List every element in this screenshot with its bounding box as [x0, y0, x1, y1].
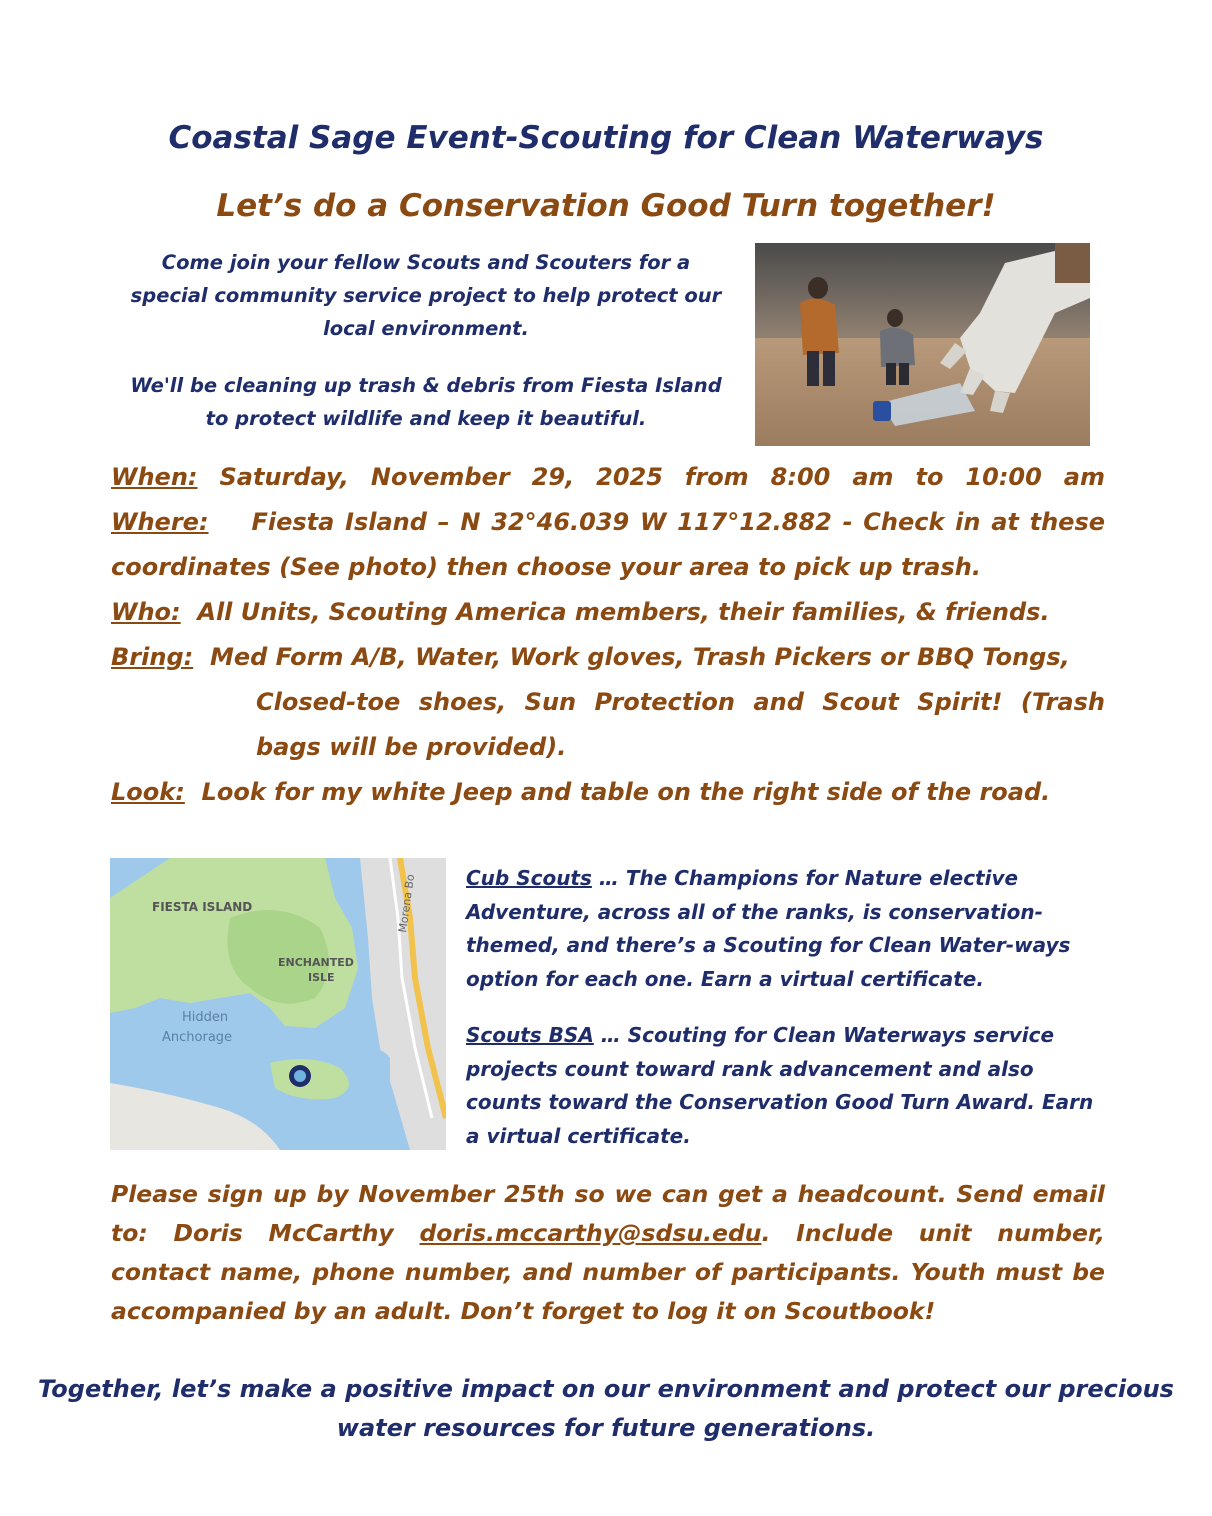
when-text: Saturday, November 29, 2025 from 8:00 am to 10:00 am: [219, 463, 1106, 491]
when-label: When:: [111, 463, 198, 491]
when-line: [111, 455, 1105, 500]
scouts-bsa-label: Scouts BSA: [466, 1023, 594, 1047]
map-label-fiesta-island: FIESTA ISLAND: [152, 900, 253, 914]
beach-cleanup-photo: [755, 243, 1090, 446]
email-link[interactable]: doris.mccarthy@sdsu.edu: [419, 1219, 762, 1247]
page-subtitle: Let’s do a Conservation Good Turn together!: [216, 188, 996, 224]
who-line: [111, 590, 1105, 635]
cub-scouts-label: Cub Scouts: [466, 866, 592, 890]
map-label-anchorage: Anchorage: [162, 1030, 233, 1045]
closing-message: Together, let’s make a positive impact on our environment and protect our precious water resources for future generations.: [38, 1375, 1174, 1442]
where-label: Where:: [111, 508, 209, 536]
signup-paragraph: [111, 1175, 1105, 1331]
who-label: Who:: [111, 598, 181, 626]
bring-text-1: Med Form A/B, Water, Work gloves, Trash Pickers or BBQ Tongs,: [209, 643, 1070, 671]
where-line: [111, 500, 1105, 590]
cub-scouts-paragraph: [466, 862, 1111, 996]
look-label: Look:: [111, 778, 185, 806]
map-label-road: Morena Bo: [396, 873, 418, 934]
bring-text-2: Closed-toe shoes, Sun Protection and Scout Spirit! (Trash bags will be provided).: [256, 688, 1105, 761]
bring-line: [111, 635, 1105, 770]
map-label-hidden: Hidden: [182, 1010, 229, 1025]
page-title: Coastal Sage Event-Scouting for Clean Waterways: [168, 120, 1044, 156]
who-text: All Units, Scouting America members, their families, & friends.: [197, 598, 1050, 626]
look-line: [111, 770, 1105, 815]
signup-text-after: . Include unit number, contact name, phone number, and number of participants. Youth must be accompanied by an adult. Don’t forget to log it on Scoutbook!: [111, 1219, 1105, 1325]
bring-label: Bring:: [111, 643, 194, 671]
look-text: Look for my white Jeep and table on the right side of the road.: [201, 778, 1051, 806]
map-label-enchanted: ENCHANTED: [278, 956, 354, 969]
scouts-bsa-text: … Scouting for Clean Waterways service projects count toward rank advancement and also counts toward the Conservation Good Turn Award. Earn a virtual certificate.: [466, 1023, 1094, 1148]
signup-text-before: Please sign up by November 25th so we can get a headcount. Send email to: Doris McCarthy: [111, 1180, 1105, 1247]
fiesta-island-map: [110, 858, 446, 1150]
map-label-isle: ISLE: [308, 971, 335, 984]
cub-scouts-text: … The Champions for Nature elective Adventure, across all of the ranks, is conservation-themed, and there’s a Scouting for Clean Water-ways option for each one. Earn a virtual certificate.: [466, 866, 1071, 991]
where-text: Fiesta Island – N 32°46.039 W 117°12.882 - Check in at these coordinates (See photo) then choose your area to pick up trash.: [111, 508, 1106, 581]
scouts-bsa-paragraph: [466, 1019, 1111, 1153]
intro-paragraph-2: We'll be cleaning up trash & debris from Fiesta Island to protect wildlife and keep it beautiful.: [130, 374, 722, 430]
intro-paragraph-1: Come join your fellow Scouts and Scouters for a special community service project to help protect our local environment.: [130, 251, 722, 340]
